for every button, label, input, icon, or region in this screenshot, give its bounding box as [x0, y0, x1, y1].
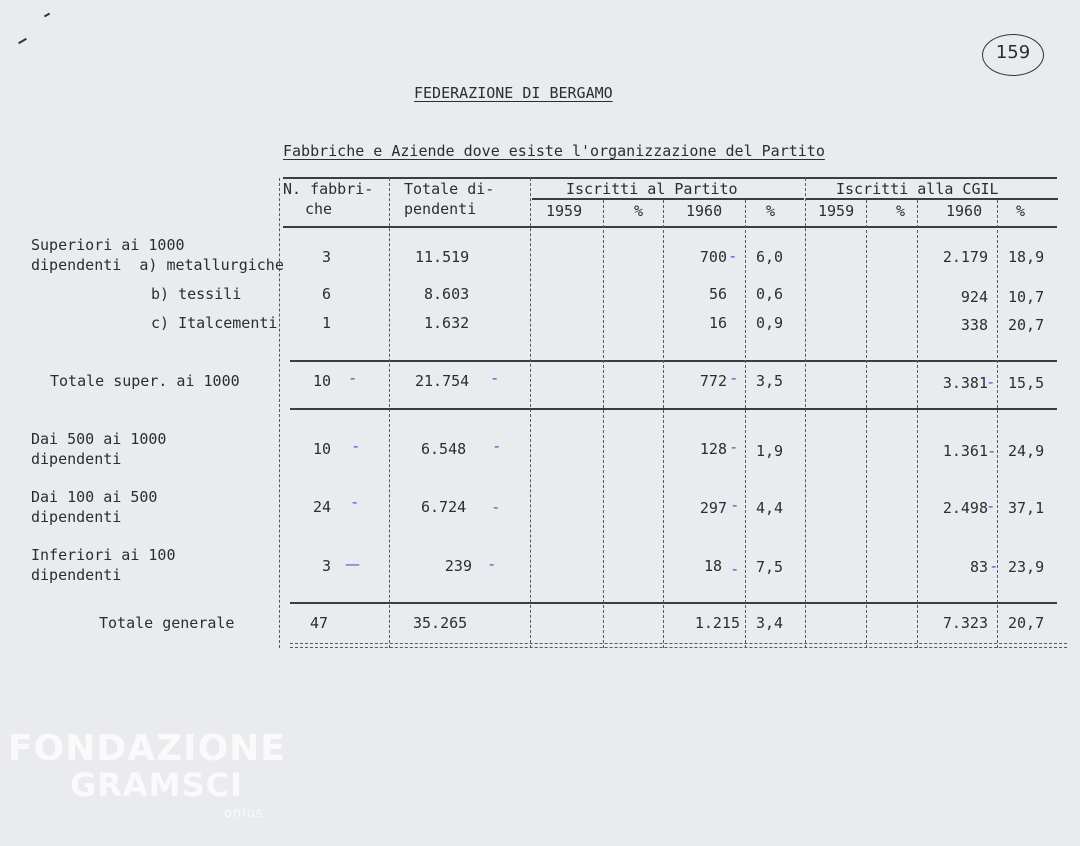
group-underline-partito	[532, 198, 804, 200]
cell-partito-1960: 772	[699, 372, 727, 390]
column-divider	[997, 200, 998, 648]
cell-partito-pct: 3,5	[756, 372, 784, 390]
cell-cgil-pct: 10,7	[1008, 288, 1045, 306]
header-n-fabbriche-2: che	[305, 200, 333, 218]
column-divider	[279, 178, 280, 648]
row-label-dai100-2: dipendenti	[31, 508, 122, 526]
pen-tick-mark: -	[494, 437, 500, 455]
watermark-gramsci: GRAMSCI	[70, 766, 243, 804]
row-label-inferiori-2: dipendenti	[31, 566, 122, 584]
pen-tick-mark: -	[352, 493, 358, 511]
cell-totale: 35.265	[413, 614, 468, 632]
cell-cgil-pct: 37,1	[1008, 499, 1045, 517]
column-divider	[663, 200, 664, 648]
row-label-metallurgiche: dipendenti a) metallurgiche	[31, 256, 284, 274]
column-divider	[805, 178, 806, 648]
header-partito-pct-1960: %	[766, 202, 776, 220]
row-label-superiori: Superiori ai 1000	[31, 236, 185, 254]
cell-cgil-1960: 7.323	[942, 614, 988, 632]
total-double-rule	[290, 647, 1067, 648]
cell-partito-pct: 6,0	[756, 248, 784, 266]
row-label-tessili: b) tessili	[151, 285, 242, 303]
cell-n: 1	[322, 314, 332, 332]
header-partito-1959: 1959	[546, 202, 583, 220]
cell-n: 3	[322, 557, 332, 575]
pen-tick-mark: -	[353, 437, 359, 455]
table-subtitle: Fabbriche e Aziende dove esiste l'organizzazione del Partito	[283, 142, 825, 160]
cell-n: 10	[313, 440, 332, 458]
header-cgil-pct-1959: %	[896, 202, 906, 220]
header-n-fabbriche-1: N. fabbri-	[283, 180, 374, 198]
table-top-rule	[283, 177, 1057, 179]
column-divider	[866, 200, 867, 648]
cell-totale: 239	[444, 557, 472, 575]
cell-partito-1960: 128	[699, 440, 727, 458]
pen-tick-mark: -	[731, 438, 737, 456]
cell-totale: 8.603	[424, 285, 470, 303]
cell-cgil-1960: 3.381	[942, 374, 988, 392]
cell-partito-1960: 297	[699, 499, 727, 517]
cell-cgil-1960: 83	[969, 558, 988, 576]
cell-n: 24	[313, 498, 332, 516]
cell-cgil-1960: 2.498	[942, 499, 988, 517]
cell-partito-1960: 18	[703, 557, 722, 575]
pen-tick-mark: -	[732, 560, 738, 578]
group-underline-cgil	[806, 198, 1058, 200]
cell-cgil-1960: 1.361	[942, 442, 988, 460]
pen-tick-mark: —	[345, 555, 360, 573]
cell-totale: 6.724	[421, 498, 467, 516]
pen-tick-mark: -	[989, 442, 995, 460]
cell-totale: 11.519	[415, 248, 470, 266]
cell-n: 6	[322, 285, 332, 303]
cell-cgil-pct: 23,9	[1008, 558, 1045, 576]
cell-partito-pct: 0,9	[756, 314, 784, 332]
header-totale-dipendenti-1: Totale di-	[404, 180, 495, 198]
cell-cgil-1960: 2.179	[942, 248, 988, 266]
total-double-rule	[290, 643, 1067, 644]
cell-partito-1960: 16	[708, 314, 727, 332]
header-partito-pct-1959: %	[634, 202, 644, 220]
cell-cgil-pct: 20,7	[1008, 316, 1045, 334]
page-number: 159	[995, 42, 1031, 63]
row-label-totale-generale: Totale generale	[99, 614, 235, 632]
watermark-fondazione: FONDAZIONE	[8, 728, 286, 769]
pen-tick-mark: -	[991, 557, 997, 575]
cell-cgil-pct: 18,9	[1008, 248, 1045, 266]
cell-totale: 21.754	[415, 372, 470, 390]
header-cgil-pct-1960: %	[1016, 202, 1026, 220]
cell-partito-pct: 4,4	[756, 499, 784, 517]
header-bottom-rule	[283, 226, 1057, 228]
pen-tick-mark: -	[988, 497, 994, 515]
header-cgil-1960: 1960	[946, 202, 983, 220]
cell-n: 47	[310, 614, 329, 632]
cell-cgil-1960: 338	[960, 316, 988, 334]
cell-partito-1960: 1.215	[694, 614, 740, 632]
cell-cgil-pct: 15,5	[1008, 374, 1045, 392]
column-divider	[389, 178, 390, 648]
row-label-dai100-1: Dai 100 ai 500	[31, 488, 158, 506]
pen-tick-mark: -	[350, 369, 356, 387]
cell-partito-1960: 56	[708, 285, 727, 303]
cell-totale: 6.548	[421, 440, 467, 458]
pen-tick-mark: -	[492, 369, 498, 387]
pen-tick-mark: -	[730, 247, 736, 265]
page-title: FEDERAZIONE DI BERGAMO	[414, 84, 613, 102]
header-cgil-1959: 1959	[818, 202, 855, 220]
header-iscritti-partito: Iscritti al Partito	[566, 180, 738, 198]
cell-partito-1960: 700	[699, 248, 727, 266]
corner-mark	[18, 38, 27, 44]
row-label-totale-super: Totale super. ai 1000	[50, 372, 240, 390]
cell-cgil-1960: 924	[960, 288, 988, 306]
watermark-onlus: onlus	[224, 806, 264, 821]
pen-tick-mark: -	[732, 496, 738, 514]
subtotal-top-rule	[290, 360, 1057, 362]
column-divider	[603, 200, 604, 648]
cell-partito-pct: 1,9	[756, 442, 784, 460]
header-partito-1960: 1960	[686, 202, 723, 220]
column-divider	[917, 200, 918, 648]
cell-cgil-pct: 20,7	[1008, 614, 1045, 632]
row-label-italcementi: c) Italcementi	[151, 314, 278, 332]
cell-n: 3	[322, 248, 332, 266]
column-divider	[745, 200, 746, 648]
cell-totale: 1.632	[424, 314, 470, 332]
subtotal-bottom-rule	[290, 408, 1057, 410]
cell-n: 10	[313, 372, 332, 390]
row-label-inferiori-1: Inferiori ai 100	[31, 546, 176, 564]
row-label-dai500-1: Dai 500 ai 1000	[31, 430, 167, 448]
pen-tick-mark: -	[731, 369, 737, 387]
header-iscritti-cgil: Iscritti alla CGIL	[836, 180, 999, 198]
corner-mark	[44, 13, 50, 18]
cell-partito-pct: 0,6	[756, 285, 784, 303]
pen-tick-mark: -	[489, 555, 495, 573]
pen-tick-mark: -	[493, 498, 499, 516]
pen-tick-mark: -	[988, 373, 994, 391]
cell-partito-pct: 3,4	[756, 614, 784, 632]
cell-partito-pct: 7,5	[756, 558, 784, 576]
column-divider	[530, 178, 531, 648]
total-top-rule	[290, 602, 1057, 604]
header-totale-dipendenti-2: pendenti	[404, 200, 477, 218]
cell-cgil-pct: 24,9	[1008, 442, 1045, 460]
row-label-dai500-2: dipendenti	[31, 450, 122, 468]
